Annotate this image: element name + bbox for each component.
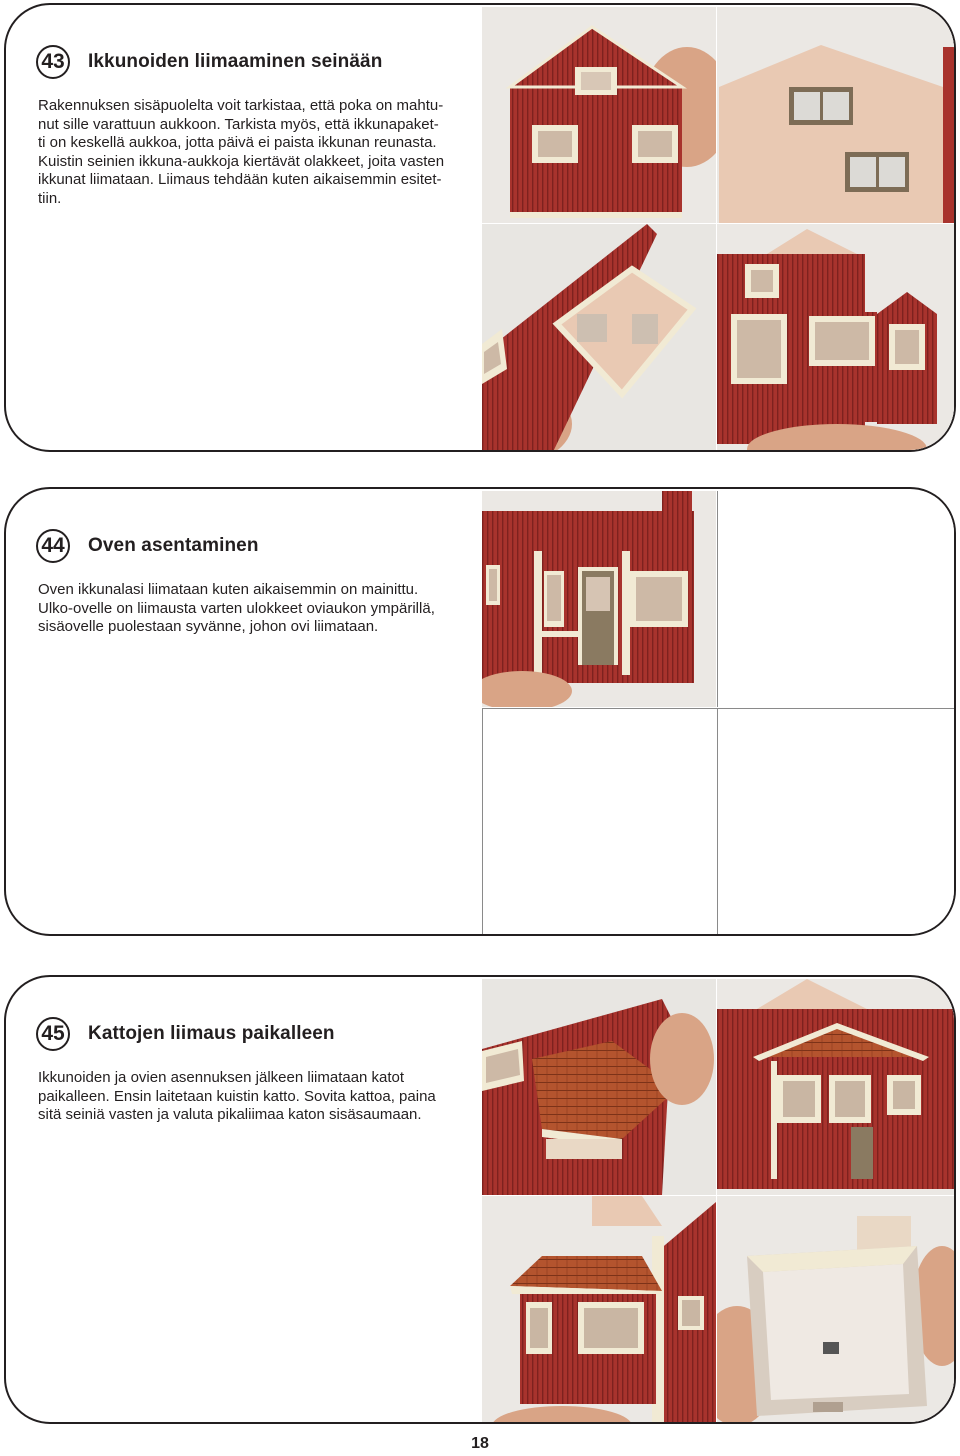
photo-house-side-view [482, 1196, 716, 1424]
step-44-panel [4, 487, 956, 936]
step-45-panel [4, 975, 956, 1424]
photo-placeholder-empty [482, 708, 717, 936]
text-line: tiin. [38, 189, 62, 207]
step-title: Ikkunoiden liimaaminen seinään [88, 51, 383, 72]
step-43-panel [4, 3, 956, 452]
text-line: ikkunat liimataan. Liimaus tehdään kuten aikaisemmin esitet- [38, 171, 442, 188]
step-number-badge: 43 [36, 45, 70, 79]
step-description [38, 1069, 484, 1125]
step-45-text [36, 1017, 484, 1125]
step-title: Oven asentaminen [88, 535, 259, 556]
step-description [38, 581, 484, 637]
text-line: Kuistin seinien ikkuna-aukkoja kiertävät olakkeet, joita vasten [38, 152, 445, 170]
photo-gable-wall-exterior [482, 7, 716, 223]
text-line: Oven ikkunalasi liimataan kuten aikaisemmin on mainittu. [38, 581, 419, 598]
text-line: Ulko-ovelle on liimausta varten ulokkeet oviaukon ympärillä, [38, 599, 435, 617]
step-number-badge: 45 [36, 1017, 70, 1051]
text-line: Rakennuksen sisäpuolelta voit tarkistaa, että poka on mahtu- [38, 97, 444, 114]
step-number-badge: 44 [36, 529, 70, 563]
step-44-text [36, 529, 484, 637]
step-title: Kattojen liimaus paikalleen [88, 1023, 335, 1044]
text-line: sitä seiniä vasten ja valuta pikaliimaa katon sisäsaumaan. [38, 1106, 422, 1123]
page-number: 18 [471, 1435, 489, 1452]
text-line: Ikkunoiden ja ovien asennuksen jälkeen liimataan katot [38, 1069, 405, 1086]
photo-porch-walls-top-view [482, 224, 716, 452]
step-43-text [36, 45, 484, 208]
photo-porch-walls-front-view [717, 224, 956, 452]
photo-gable-wall-interior [717, 7, 956, 223]
photo-porch-roof-held [482, 979, 716, 1195]
photo-placeholder-empty [717, 491, 956, 707]
step-description [38, 97, 484, 208]
text-line: nut sille varattuun aukkoon. Tarkista myös, että ikkunapaket- [38, 115, 439, 133]
text-line: ti on keskellä aukkoa, jotta päivä ei paista ikkunan reunasta. [38, 134, 437, 151]
photo-house-interior-ceiling [717, 1196, 956, 1424]
text-line: paikalleen. Ensin laitetaan kuistin katto. Sovita kattoa, paina [38, 1087, 436, 1105]
photo-porch-roof-fitted [717, 979, 956, 1195]
text-line: sisäovelle puolestaan syvänne, johon ovi liimataan. [38, 618, 379, 635]
photo-porch-door-installed [482, 491, 716, 707]
photo-placeholder-empty [717, 708, 956, 936]
